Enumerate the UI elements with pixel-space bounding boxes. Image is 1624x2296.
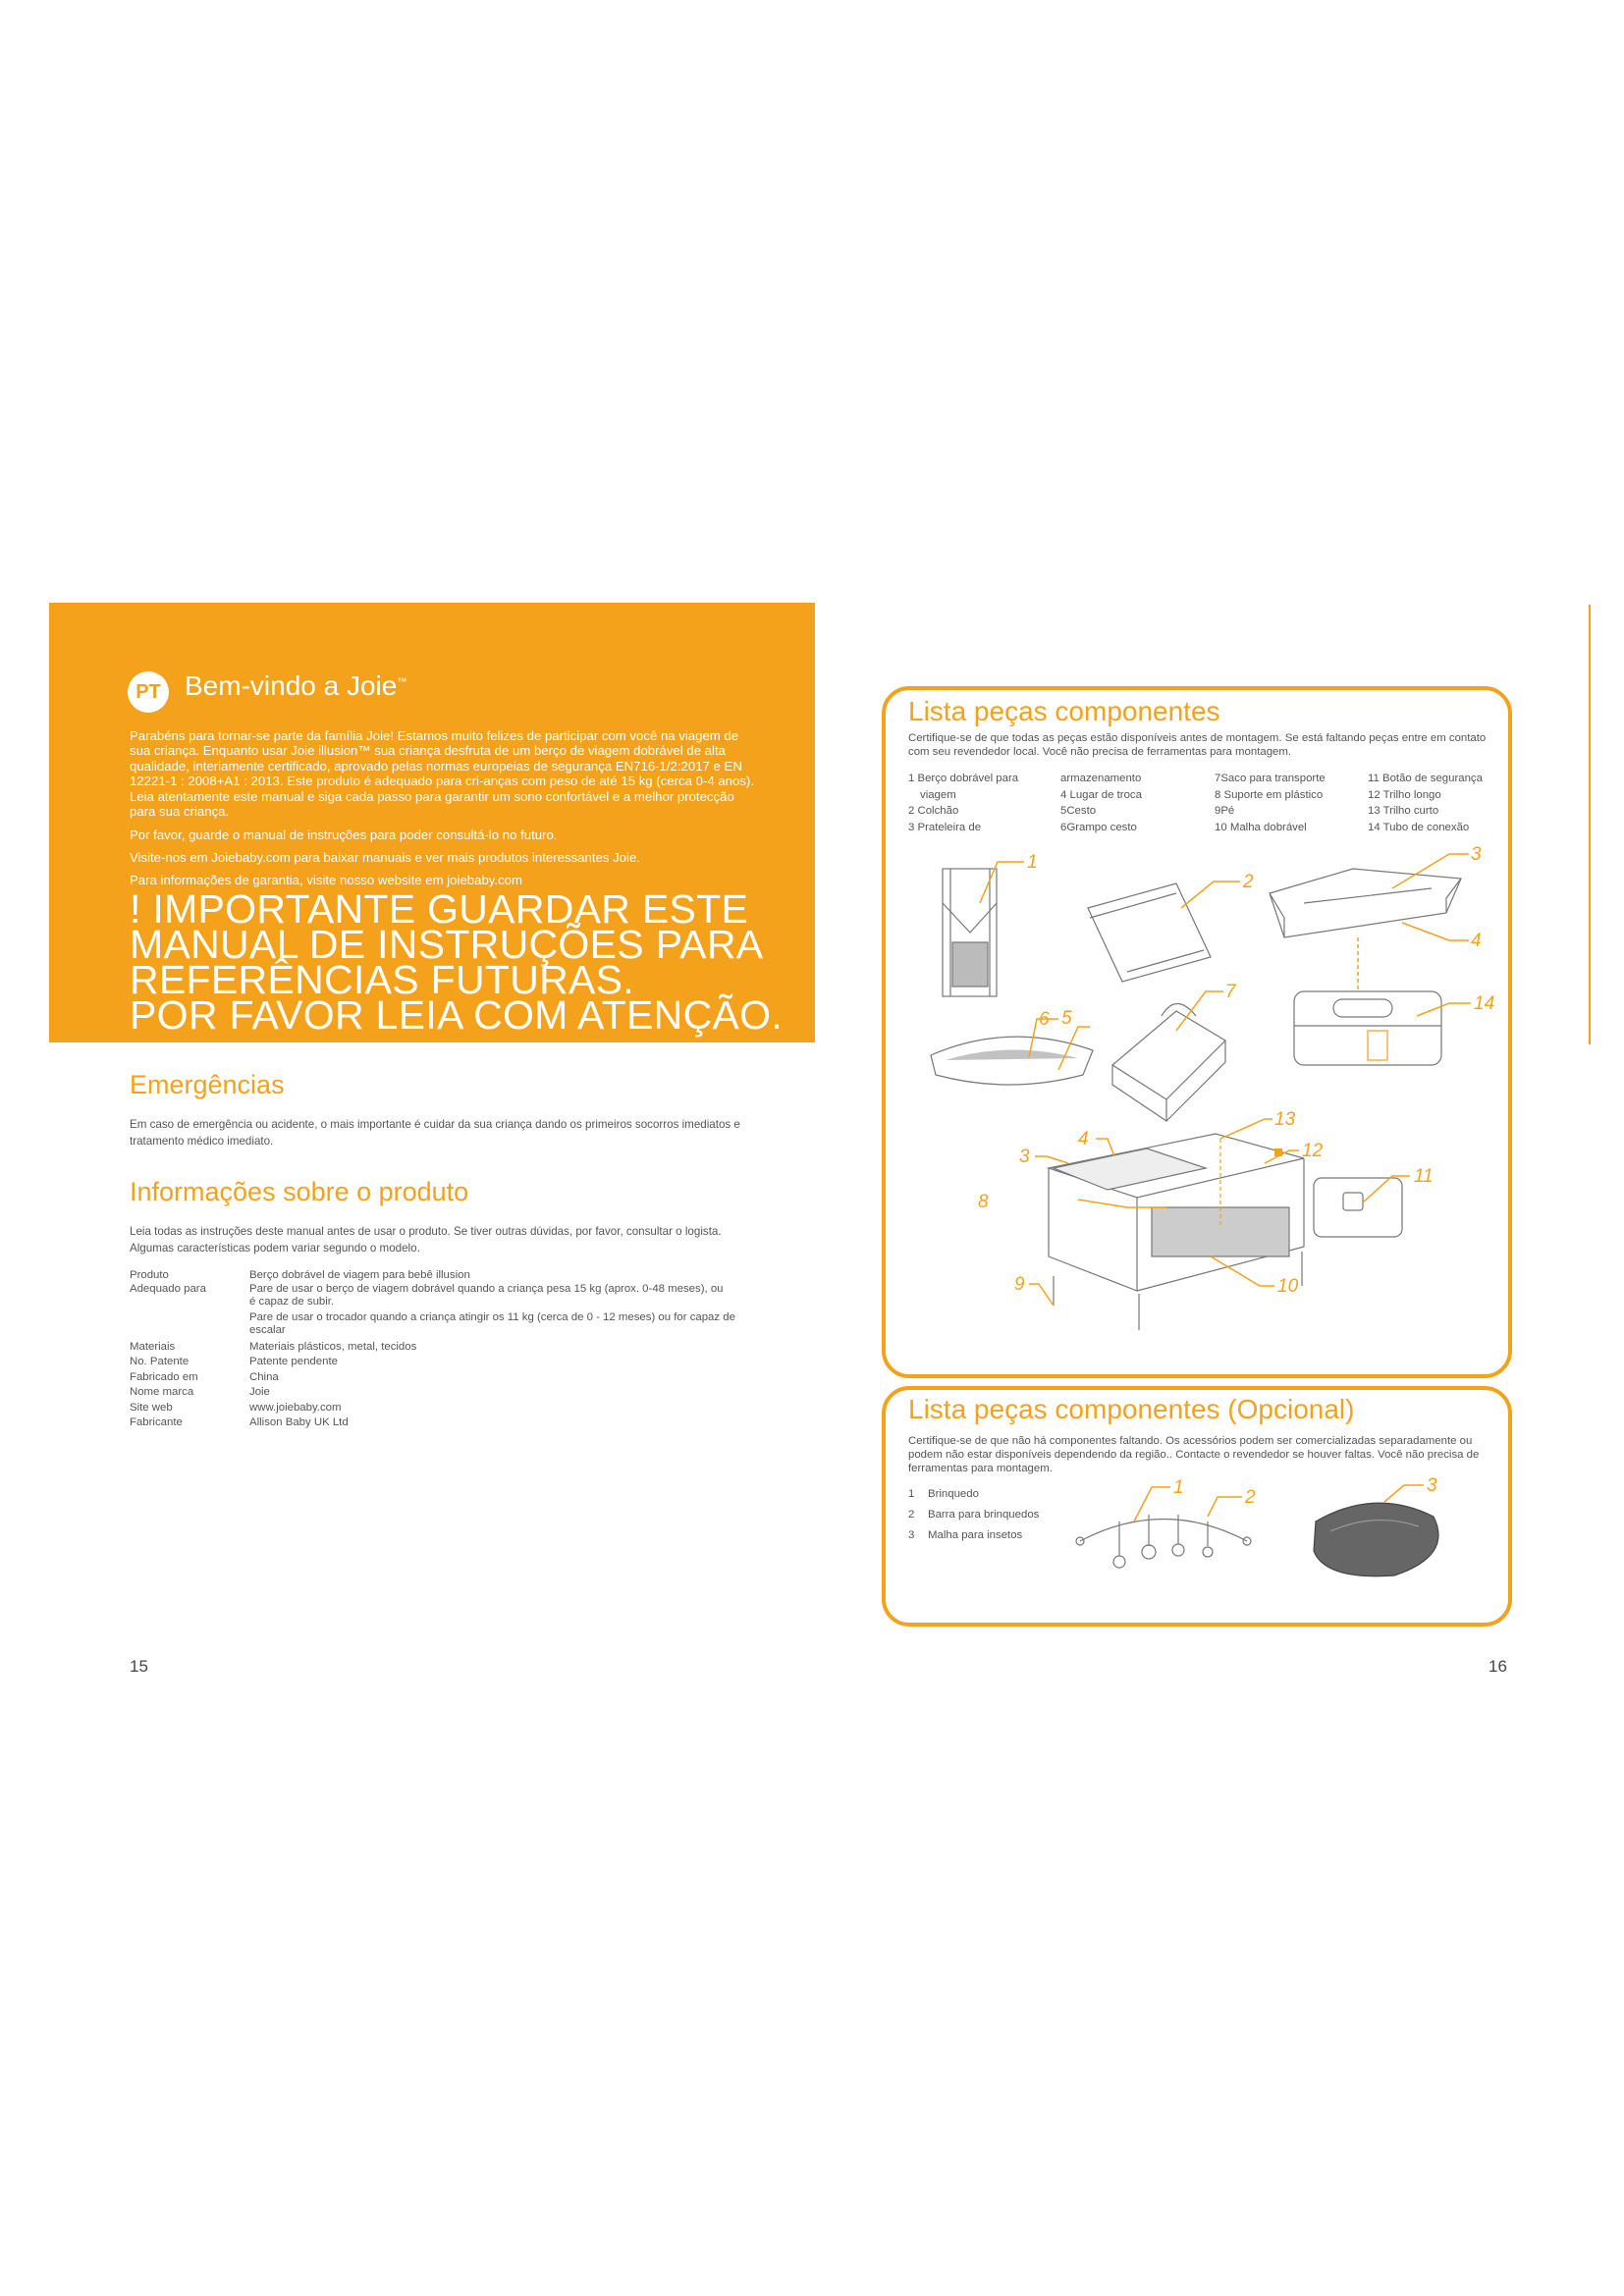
optional-title: Lista peças componentes (Opcional) (908, 1394, 1355, 1424)
language-badge: PT (128, 671, 169, 713)
part-item: 6Grampo cesto (1060, 821, 1137, 833)
intro-paragraph-4: Para informações de garantia, visite nosso website em joiebaby.com (130, 873, 522, 887)
callout-label: 3 (1019, 1147, 1030, 1167)
part-item: 8 Suporte em plástico (1215, 788, 1324, 801)
optional-intro: Certifique-se de que não há componentes faltando. Os acessórios podem ser comercializadas separadamente ou podem não estar disponíveis dependendo da região.. Contacte o revendedor se houver faltas. Você não precisa de ferramentas para montagem. (908, 1435, 1480, 1474)
callout-label: 8 (978, 1192, 989, 1212)
safety-button-drawing (1314, 1178, 1402, 1237)
intro-paragraph-3: Visite-nos em Joiebaby.com para baixar manuais e ver mais produtos interessantes Joie. (130, 850, 640, 865)
callout-label: 13 (1274, 1109, 1296, 1130)
spec-value: China (249, 1371, 279, 1383)
spec-label: No. Patente (130, 1356, 189, 1367)
list-item (908, 1505, 1085, 1525)
callout-label: 2 (1243, 872, 1254, 892)
info-title: Informações sobre o produto (130, 1177, 469, 1206)
welcome-title (185, 670, 406, 702)
list-item-number: 1 (908, 1488, 915, 1500)
part-item: 3 Prateleira de (908, 821, 982, 833)
callout-label: 11 (1414, 1166, 1434, 1187)
insect-net-drawing (1314, 1503, 1438, 1576)
callout-label: 2 (1245, 1487, 1256, 1508)
part-item: 4 Lugar de troca (1060, 788, 1142, 801)
page-number-left: 15 (130, 1657, 148, 1676)
page-edge-rule (1589, 605, 1591, 1044)
callout-label: 3 (1427, 1477, 1437, 1496)
folded-crib-drawing (943, 869, 997, 996)
callout-label: 3 (1471, 844, 1482, 865)
part-item: 11 Botão de segurança (1368, 773, 1483, 784)
callout-label: 10 (1277, 1276, 1299, 1297)
spec-value: Materiais plásticos, metal, tecidos (249, 1341, 417, 1353)
callout-label: 4 (1078, 1129, 1089, 1149)
part-item: 14 Tubo de conexão (1368, 821, 1470, 833)
list-item (908, 1525, 1085, 1546)
spec-value: Berço dobrável de viagem para bebê illusion (249, 1269, 470, 1281)
callout-label: 6 (1039, 1009, 1050, 1030)
spec-label: Materiais (130, 1341, 176, 1353)
components-illustration (882, 844, 1512, 1374)
spec-value: Allison Baby UK Ltd (249, 1416, 349, 1428)
optional-illustration (1060, 1477, 1502, 1595)
spec-value: Joie (249, 1386, 270, 1398)
connection-tube-drawing (1294, 991, 1441, 1065)
spec-label: Nome marca (130, 1386, 194, 1398)
components-intro: Certifique-se de que todas as peças estão disponíveis antes de montagem. Se está faltando peças entre em contato com seu revendedor local. Você não precisa de ferramentas para montagem. (908, 732, 1487, 758)
parts-column-2 (1060, 771, 1208, 835)
optional-list (908, 1484, 1085, 1546)
callout-label: 9 (1014, 1274, 1025, 1295)
part-item: 10 Malha dobrável (1215, 821, 1307, 833)
spec-value: Pare de usar o trocador quando a criança atingir os 11 kg (cerca de 0 - 12 meses) ou for capaz de escalar (249, 1311, 735, 1336)
list-item (908, 1484, 1085, 1505)
travel-bag-drawing (1112, 1004, 1225, 1122)
callout-label: 7 (1225, 982, 1236, 1002)
part-item: viagem (920, 788, 956, 801)
parts-column-4 (1368, 771, 1505, 835)
list-item-number: 3 (908, 1529, 915, 1541)
welcome-title-text: Bem-vindo a Joie (185, 670, 398, 701)
intro-paragraph-1: Parabéns para tornar-se parte da família Joie! Estamos muito felizes de participar com você na viagem de sua criança. Enquanto usar Joie illusion™ sua criança desfruta de um berço de viagem dobrável de alta qualidade, interiamente certificado, aprovado pelas normas europeias de segurança EN716-1/2:2017 e EN 12221-1 : 2008+A1 : 2013. Este produto é adequado para cri-anças com peso de até 15 kg (cerca 0-4 anos). Leia atentamente este manual e siga cada passo para garantir um sono confortável e a melhor protecção para sua criança. (130, 728, 754, 820)
list-item-number: 2 (908, 1509, 915, 1521)
basket-drawing (931, 1037, 1093, 1085)
trademark-mark: ™ (397, 676, 407, 688)
spec-label: Fabricado em (130, 1371, 198, 1383)
part-item: 13 Trilho curto (1368, 805, 1439, 817)
callout-label: 12 (1302, 1141, 1324, 1161)
part-item: 5Cesto (1060, 805, 1097, 817)
part-item: 12 Trilho longo (1368, 788, 1441, 801)
important-line: MANUAL DE INSTRUÇÕES PARA (130, 922, 764, 967)
spec-value: www.joiebaby.com (249, 1402, 342, 1414)
callout-label: 5 (1061, 1008, 1072, 1029)
spec-value: Patente pendente (249, 1356, 338, 1367)
emergencias-title: Emergências (130, 1070, 285, 1099)
toy-bar-drawing (1076, 1515, 1251, 1568)
important-line: REFERÊNCIAS FUTURAS. (130, 957, 634, 1002)
intro-paragraph-2: Por favor, guarde o manual de instruções para poder consultá-lo no futuro. (130, 828, 558, 842)
spec-label: Site web (130, 1402, 173, 1414)
callout-label: 1 (1027, 852, 1038, 873)
storage-shelf-drawing (1270, 869, 1461, 937)
spec-value: Pare de usar o berço de viagem dobrável quando a criança pesa 15 kg (aprox. 0-48 meses), ou é capaz de subir. (249, 1283, 724, 1308)
part-item: 9Pé (1215, 805, 1235, 817)
callout-label: 4 (1471, 931, 1482, 951)
parts-column-1 (908, 771, 1056, 835)
list-item-label: Brinquedo (928, 1488, 979, 1500)
components-title: Lista peças componentes (908, 696, 1220, 726)
callout-label: 14 (1474, 993, 1495, 1014)
emergencias-text: Em caso de emergência ou acidente, o mais importante é cuidar da sua criança dando os primeiros socorros imediatos e tratamento médico imediato. (130, 1118, 740, 1148)
info-text: Leia todas as instruções deste manual antes de usar o produto. Se tiver outras dúvidas, por favor, consultar o logista. Algumas características podem variar segundo o modelo. (130, 1225, 722, 1255)
important-notice (130, 886, 797, 1038)
spec-label: Fabricante (130, 1416, 183, 1428)
part-item: 2 Colchão (908, 805, 959, 817)
important-line: ! IMPORTANTE GUARDAR ESTE (130, 886, 749, 932)
parts-column-3 (1215, 771, 1362, 835)
spec-label: Produto (130, 1269, 169, 1281)
list-item-label: Barra para brinquedos (928, 1509, 1040, 1521)
important-line: POR FAVOR LEIA COM ATENÇÃO. (130, 992, 784, 1038)
list-item-label: Malha para insetos (928, 1529, 1023, 1541)
page-number-right: 16 (1489, 1657, 1507, 1676)
spec-label: Adequado para (130, 1283, 206, 1295)
part-item: 1 Berço dobrável para (908, 773, 1019, 784)
callout-label: 1 (1173, 1477, 1184, 1498)
part-item: 7Saco para transporte (1215, 773, 1326, 784)
part-item: armazenamento (1060, 773, 1142, 784)
